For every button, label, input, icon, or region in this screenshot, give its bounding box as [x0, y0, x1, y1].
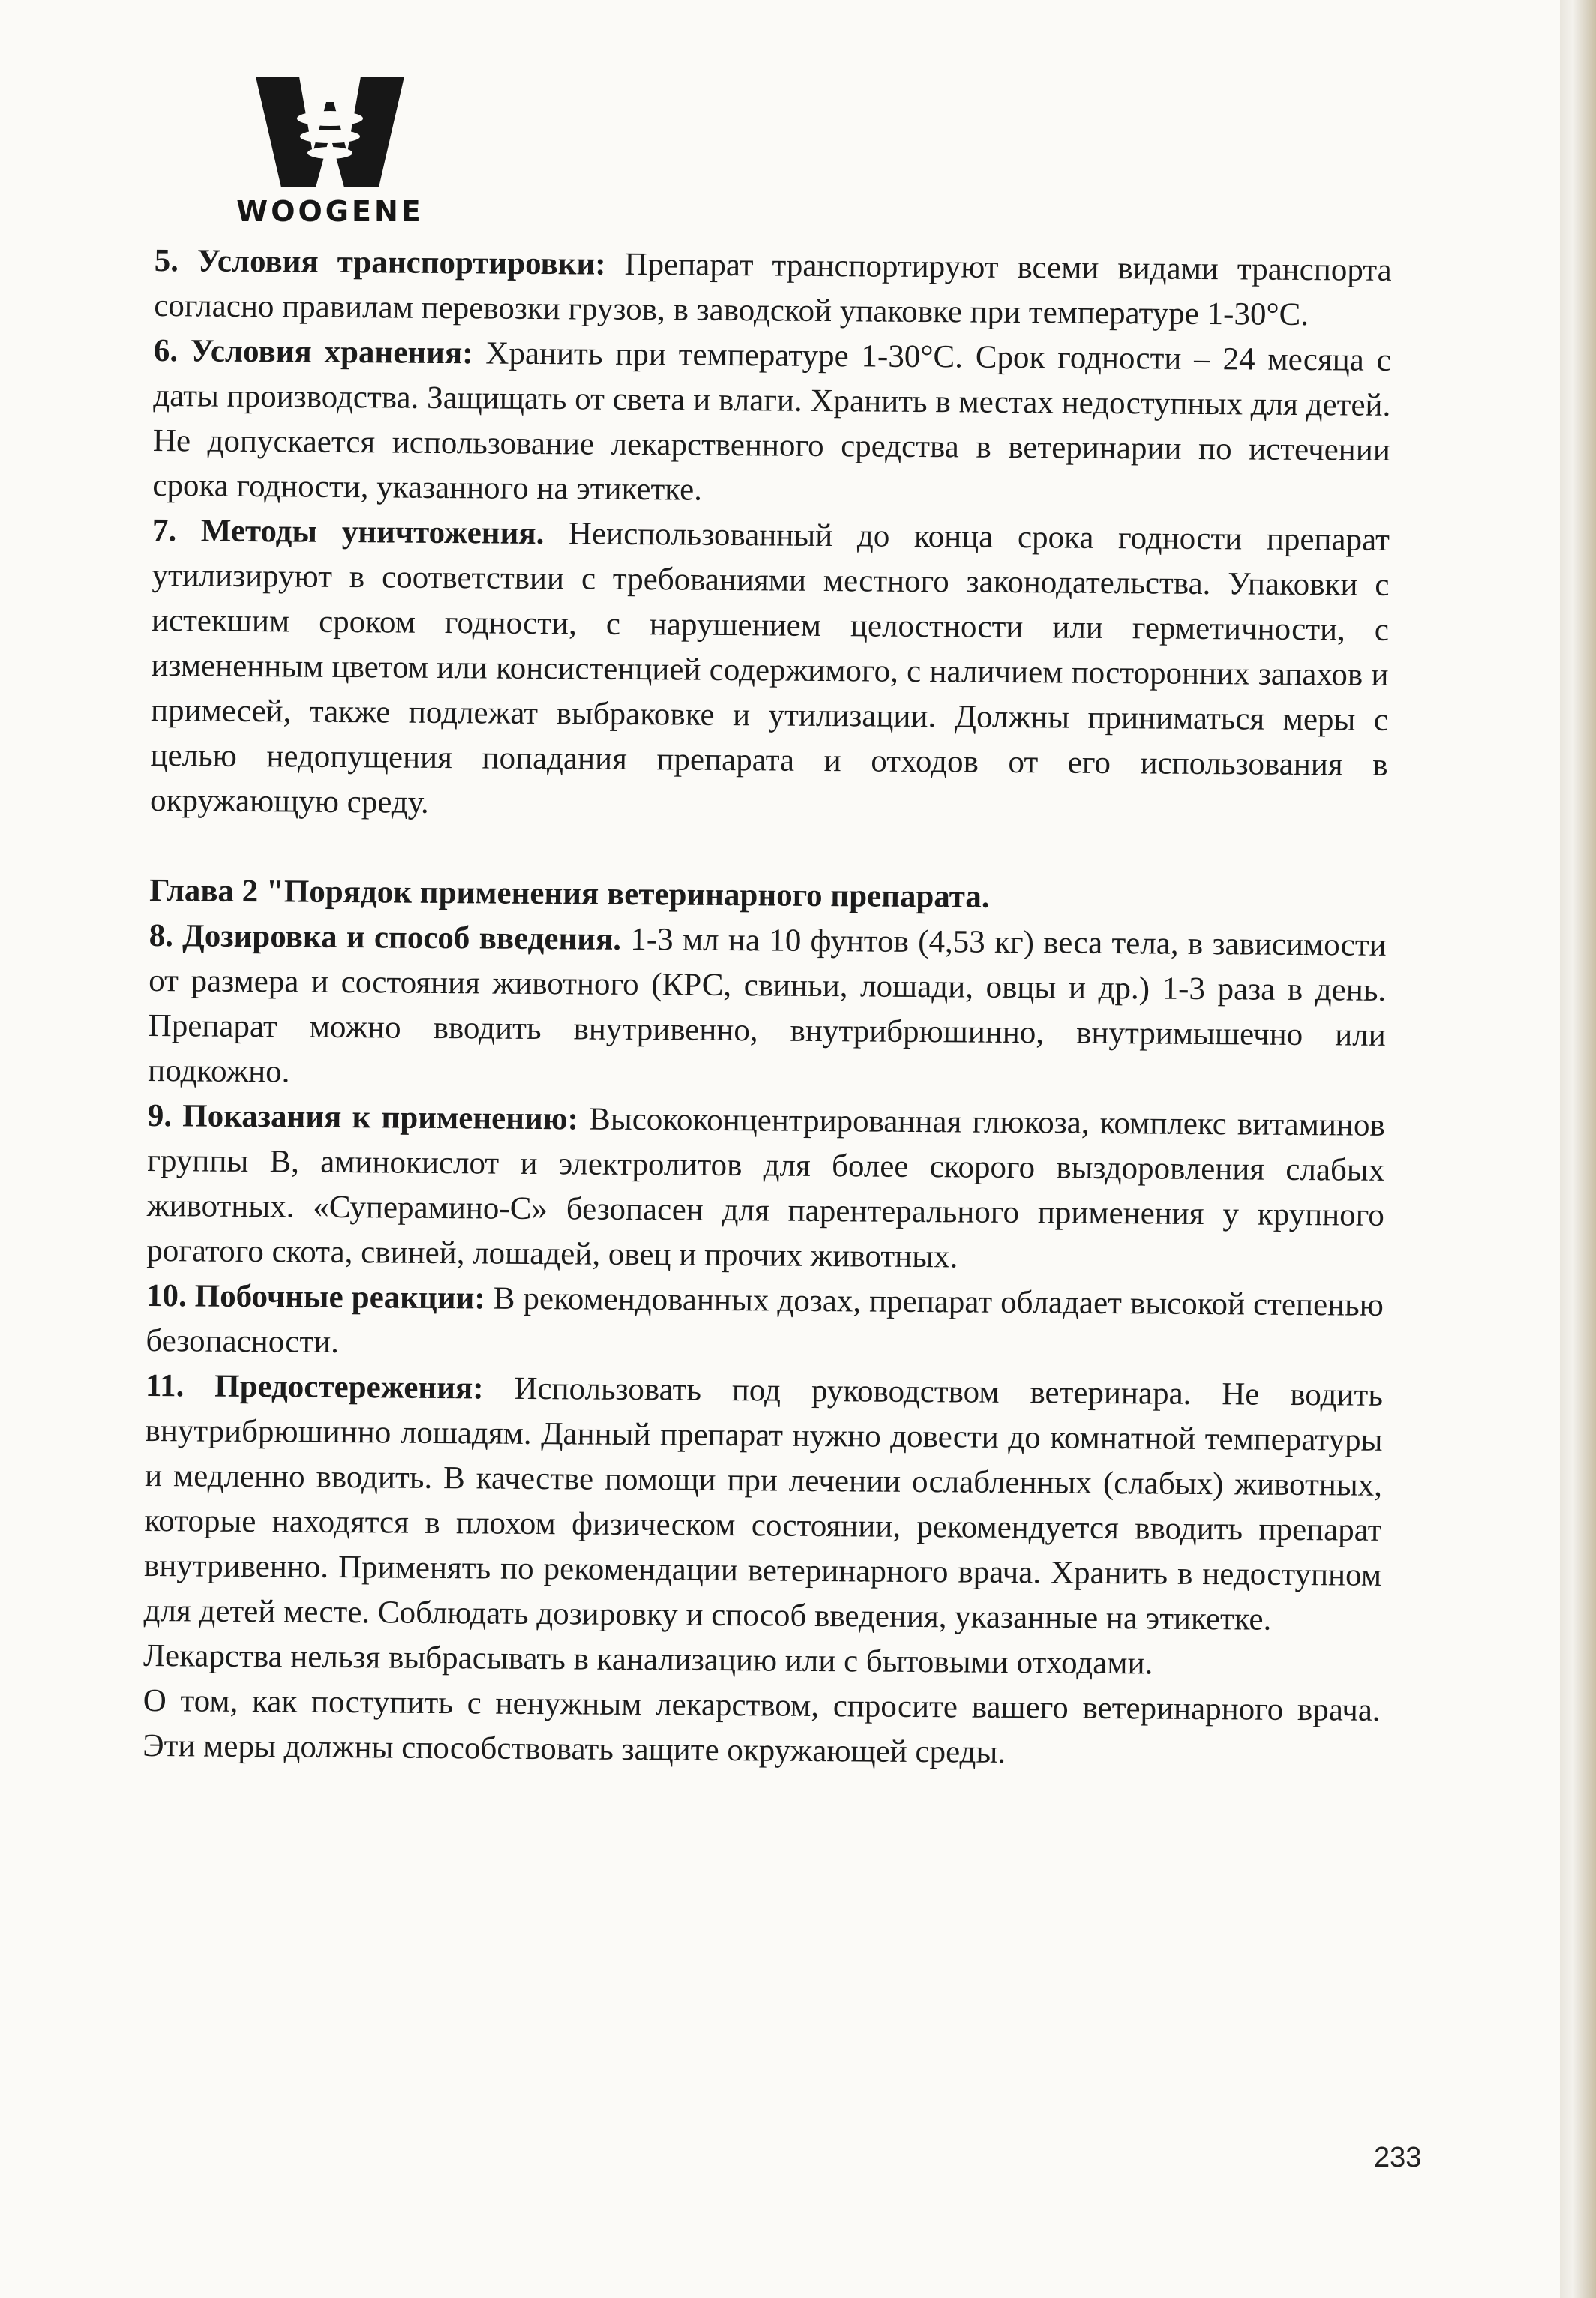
- section-dosage: [148, 914, 1387, 1103]
- section-text: Использовать под руководством ветеринара. Не водить внутрибрюшинно лошадям. Данный препарат нужно довести до комнатной температуры и медленно вводить. В качестве помощи при лечении ослабленных (слабых) животных, которые находятся в плохом физическом состоянии, рекомендуется вводить препарат внутривенно. Применять по рекомендации ветеринарного врача. Хранить в недоступном для детей месте. Соблюдать дозировку и способ введения, указанные на этикетке.: [143, 1370, 1384, 1637]
- page-stack-edge: [1560, 0, 1596, 2298]
- section-text: Хранить при температуре 1-30°С. Срок годности – 24 месяца с даты производства. Защищать от света и влаги. Хранить в местах недоступных для детей. Не допускается использование лекарственного средства в ветеринарии по истечении срока годности, указанного на этикетке.: [152, 335, 1391, 508]
- section-text: Неиспользованный до конца срока годности препарат утилизируют в соответствии с требованиями местного законодательства. Упаковки с истекшим сроком годности, с нарушением целостности или герметичности, с измененным цветом или консистенцией содержимого, с наличием посторонних запахов и примесей, также подлежат выбраковке и утилизации. Должны приниматься меры с целью недопущения попадания препарата и отходов от его использования в окружающую среду.: [149, 516, 1390, 820]
- section-text: В рекомендованных дозах, препарат обладает высокой степенью безопасности.: [146, 1280, 1384, 1360]
- section-heading: 5. Условия транспортировки:: [154, 242, 606, 282]
- brand-logo: [218, 72, 442, 228]
- page-number: 233: [1374, 2142, 1422, 2174]
- section-side-effects: [146, 1274, 1384, 1373]
- section-storage: [152, 328, 1391, 518]
- section-heading: 9. Показания к применению:: [147, 1097, 579, 1137]
- chapter-title: Глава 2 "Порядок применения ветеринарного препарата.: [148, 872, 990, 915]
- section-precautions: [143, 1364, 1383, 1643]
- closing-line-2: О том, как поступить с ненужным лекарством, спросите вашего ветеринарного врача. Эти меры должны способствовать защите окружающей среды.: [142, 1682, 1381, 1770]
- section-text: Высококонцентрированная глюкоза, комплекс витаминов группы В, аминокислот и электролитов для более скорого выздоровления слабых животных. «Суперамино-С» безопасен для парентерального применения у крупного рогатого скота, свиней, лошадей, овец и прочих животных.: [146, 1101, 1385, 1275]
- closing-line-1: Лекарства нельзя выбрасывать в канализацию или с бытовыми отходами.: [142, 1637, 1154, 1682]
- document-body: [142, 238, 1392, 1778]
- section-heading: 8. Дозировка и способ введения.: [148, 917, 622, 957]
- section-heading: 11. Предостережения:: [145, 1367, 484, 1406]
- section-text: Препарат транспортируют всеми видами транспорта согласно правилам перевозки грузов, в заводской упаковке при температуре 1-30°С.: [154, 246, 1392, 333]
- section-text: 1-3 мл на 10 фунтов (4,53 кг) веса тела, в зависимости от размера и состояния животного (КРС, свиньи, лошади, овцы и др.) 1-3 раза в день. Препарат можно вводить внутривенно, внутрибрюшинно, внутримышечно или подкожно.: [148, 921, 1387, 1090]
- section-disposal: [150, 508, 1390, 833]
- brand-logo-text: WOOGENE: [236, 195, 424, 228]
- section-indications: [146, 1094, 1385, 1283]
- section-heading: 7. Методы уничтожения.: [152, 512, 544, 552]
- woogene-w-logo-icon: [251, 72, 409, 192]
- section-transport: [154, 238, 1392, 338]
- section-heading: 6. Условия хранения:: [153, 332, 473, 371]
- section-heading: 10. Побочные реакции:: [146, 1277, 485, 1316]
